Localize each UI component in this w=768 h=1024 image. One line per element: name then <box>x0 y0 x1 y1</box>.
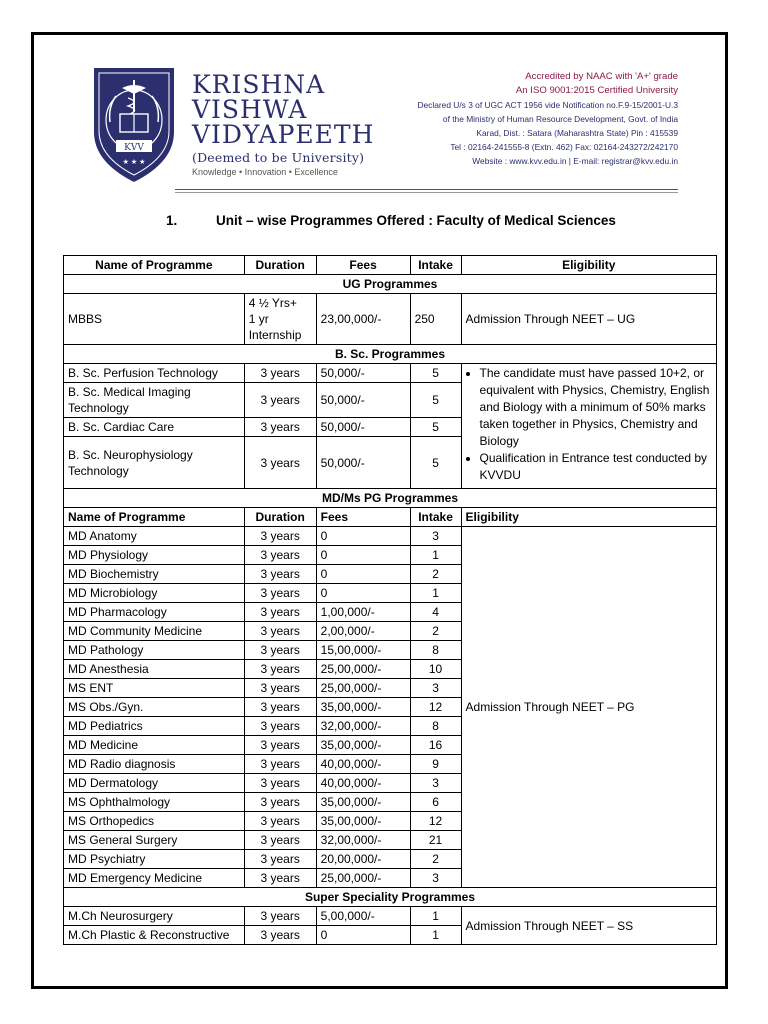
cell-duration: 3 years <box>244 755 316 774</box>
phone-line: Tel : 02164-241555-8 (Extn. 462) Fax: 02164-243272/242170 <box>450 142 678 152</box>
cell-intake: 1 <box>410 926 461 945</box>
accreditation-line: Accredited by NAAC with 'A+' grade <box>525 71 678 82</box>
cell-fees: 25,00,000/- <box>316 869 410 888</box>
cell-fees: 32,00,000/- <box>316 831 410 850</box>
cell-name: MS General Surgery <box>64 831 245 850</box>
header-rule-thin <box>175 192 678 193</box>
cell-name: MD Anesthesia <box>64 660 245 679</box>
cell-name: B. Sc. Perfusion Technology <box>64 364 245 383</box>
cell-duration: 3 years <box>244 736 316 755</box>
cell-fees: 0 <box>316 546 410 565</box>
cell-duration: 3 years <box>244 418 316 437</box>
cell-intake: 2 <box>410 565 461 584</box>
cell-name: M.Ch Neurosurgery <box>64 907 245 926</box>
cell-duration: 3 years <box>244 660 316 679</box>
cell-fees: 35,00,000/- <box>316 698 410 717</box>
cell-fees: 50,000/- <box>316 383 410 418</box>
logo-text: KVV <box>124 143 144 153</box>
cell-intake: 3 <box>410 527 461 546</box>
cell-intake: 5 <box>410 418 461 437</box>
table-row <box>64 907 717 926</box>
cell-intake: 6 <box>410 793 461 812</box>
cell-name: MD Pharmacology <box>64 603 245 622</box>
cell-duration: 3 years <box>244 774 316 793</box>
cell-duration: 3 years <box>244 717 316 736</box>
eligibility-item: • Qualification in Entrance test conducted by KVVDU <box>480 450 712 484</box>
duration-line: 4 ½ Yrs+ <box>248 296 297 310</box>
cell-name: MS Orthopedics <box>64 812 245 831</box>
cell-intake: 3 <box>410 679 461 698</box>
cell-duration: 3 years <box>244 641 316 660</box>
cell-intake: 8 <box>410 717 461 736</box>
cell-duration: 3 years <box>244 565 316 584</box>
cell-name: MD Radio diagnosis <box>64 755 245 774</box>
cell-duration: 3 years <box>244 812 316 831</box>
cell-intake: 3 <box>410 774 461 793</box>
cell-fees: 5,00,000/- <box>316 907 410 926</box>
cell-intake: 250 <box>410 294 461 345</box>
cell-duration: 3 years <box>244 698 316 717</box>
table-header-row <box>64 256 717 275</box>
cell-duration: 3 years <box>244 869 316 888</box>
cell-intake: 5 <box>410 437 461 489</box>
cell-intake: 9 <box>410 755 461 774</box>
cell-name: MS ENT <box>64 679 245 698</box>
cell-duration: 3 years <box>244 907 316 926</box>
cell-fees: 1,00,000/- <box>316 603 410 622</box>
cell-name: B. Sc. Neurophysiology Technology <box>64 437 245 489</box>
cell-fees: 0 <box>316 527 410 546</box>
tagline: Knowledge • Innovation • Excellence <box>192 167 338 177</box>
cell-fees: 15,00,000/- <box>316 641 410 660</box>
cell-eligibility: Admission Through NEET – PG <box>461 527 716 888</box>
kvv-logo-icon <box>90 62 178 184</box>
header-duration: Duration <box>244 256 316 275</box>
cell-name: MS Obs./Gyn. <box>64 698 245 717</box>
cell-fees: 32,00,000/- <box>316 717 410 736</box>
cell-name: MD Anatomy <box>64 527 245 546</box>
ministry-line: of the Ministry of Human Resource Development, Govt. of India <box>442 114 678 124</box>
cell-intake: 16 <box>410 736 461 755</box>
section-ug: UG Programmes <box>64 275 717 294</box>
cell-name: MD Microbiology <box>64 584 245 603</box>
duration-line: Internship <box>248 328 302 342</box>
cell-eligibility: Admission Through NEET – UG <box>461 294 716 345</box>
cell-fees: 20,00,000/- <box>316 850 410 869</box>
cell-duration: 3 years <box>244 831 316 850</box>
cell-duration: 3 years <box>244 584 316 603</box>
cell-duration: 3 years <box>244 546 316 565</box>
cell-intake: 12 <box>410 812 461 831</box>
cell-duration: 3 years <box>244 437 316 489</box>
header-intake: Intake <box>410 256 461 275</box>
cell-intake: 8 <box>410 641 461 660</box>
cell-duration: 3 years <box>244 679 316 698</box>
cell-intake: 5 <box>410 364 461 383</box>
cell-intake: 21 <box>410 831 461 850</box>
table-row <box>64 294 717 345</box>
cell-name: MS Ophthalmology <box>64 793 245 812</box>
brand-line-2: VISHWA <box>192 95 308 124</box>
section-bsc: B. Sc. Programmes <box>64 345 717 364</box>
cell-name: MBBS <box>64 294 245 345</box>
cell-name: MD Biochemistry <box>64 565 245 584</box>
table-row <box>64 364 717 383</box>
header-eligibility: Eligibility <box>461 256 716 275</box>
cell-fees: 35,00,000/- <box>316 736 410 755</box>
cell-duration: 3 years <box>244 364 316 383</box>
cell-fees: 0 <box>316 926 410 945</box>
title-number: 1. <box>166 213 178 228</box>
accreditation-block <box>417 70 678 168</box>
header-name: Name of Programme <box>64 256 245 275</box>
deemed-line: (Deemed to be University) <box>192 150 365 165</box>
cell-eligibility: Admission Through NEET – SS <box>461 907 716 945</box>
cell-fees: 0 <box>316 584 410 603</box>
cell-duration: 3 years <box>244 793 316 812</box>
cell-intake: 4 <box>410 603 461 622</box>
cell-name: B. Sc. Cardiac Care <box>64 418 245 437</box>
cell-duration: 3 years <box>244 622 316 641</box>
duration-line: 1 yr <box>248 312 269 326</box>
cell-fees: 40,00,000/- <box>316 755 410 774</box>
cell-intake: 3 <box>410 869 461 888</box>
subheader-name: Name of Programme <box>64 508 245 527</box>
university-name <box>192 72 374 165</box>
cell-intake: 2 <box>410 622 461 641</box>
website-line: Website : www.kvv.edu.in | E-mail: registrar@kvv.edu.in <box>472 156 678 166</box>
cell-fees: 0 <box>316 565 410 584</box>
cell-eligibility <box>461 364 716 489</box>
cell-duration: 3 years <box>244 527 316 546</box>
subheader-intake: Intake <box>410 508 461 527</box>
cell-fees: 50,000/- <box>316 437 410 489</box>
cell-fees: 50,000/- <box>316 418 410 437</box>
section-pg: MD/Ms PG Programmes <box>64 489 717 508</box>
cell-duration: 3 years <box>244 383 316 418</box>
cell-fees: 35,00,000/- <box>316 793 410 812</box>
brand-line-3: VIDYAPEETH <box>192 120 375 149</box>
cell-fees: 35,00,000/- <box>316 812 410 831</box>
subheader-fees: Fees <box>316 508 410 527</box>
cell-duration <box>244 294 316 345</box>
iso-line: An ISO 9001:2015 Certified University <box>515 85 678 96</box>
cell-intake: 1 <box>410 907 461 926</box>
address-line: Karad, Dist. : Satara (Maharashtra State) Pin : 415539 <box>476 128 678 138</box>
subheader-duration: Duration <box>244 508 316 527</box>
pg-rows <box>64 527 717 888</box>
pg-subheader-row <box>64 508 717 527</box>
cell-name: MD Medicine <box>64 736 245 755</box>
cell-fees: 25,00,000/- <box>316 660 410 679</box>
cell-name: MD Emergency Medicine <box>64 869 245 888</box>
page-title <box>166 213 616 228</box>
cell-duration: 3 years <box>244 926 316 945</box>
cell-name: M.Ch Plastic & Reconstructive <box>64 926 245 945</box>
cell-intake: 1 <box>410 584 461 603</box>
subheader-eligibility: Eligibility <box>461 508 716 527</box>
programmes-table <box>63 255 717 945</box>
cell-intake: 5 <box>410 383 461 418</box>
cell-name: B. Sc. Medical Imaging Technology <box>64 383 245 418</box>
eligibility-list <box>466 365 712 484</box>
cell-intake: 1 <box>410 546 461 565</box>
cell-name: MD Dermatology <box>64 774 245 793</box>
header-rule <box>175 189 678 190</box>
cell-name: MD Pathology <box>64 641 245 660</box>
section-ss: Super Speciality Programmes <box>64 888 717 907</box>
cell-name: MD Community Medicine <box>64 622 245 641</box>
cell-fees: 25,00,000/- <box>316 679 410 698</box>
brand-line-1: KRISHNA <box>192 70 326 99</box>
eligibility-item: • The candidate must have passed 10+2, or equivalent with Physics, Chemistry, English and Biology with a minimum of 50% marks taken together in Physics, Chemistry and Biology <box>480 365 712 450</box>
cell-fees: 40,00,000/- <box>316 774 410 793</box>
cell-duration: 3 years <box>244 850 316 869</box>
title-text: Unit – wise Programmes Offered : Faculty of Medical Sciences <box>216 213 616 228</box>
cell-name: MD Psychiatry <box>64 850 245 869</box>
table-row <box>64 527 717 546</box>
cell-fees: 23,00,000/- <box>316 294 410 345</box>
header-fees: Fees <box>316 256 410 275</box>
cell-name: MD Physiology <box>64 546 245 565</box>
cell-intake: 2 <box>410 850 461 869</box>
cell-fees: 50,000/- <box>316 364 410 383</box>
cell-intake: 12 <box>410 698 461 717</box>
cell-name: MD Pediatrics <box>64 717 245 736</box>
cell-fees: 2,00,000/- <box>316 622 410 641</box>
svg-text:★ ★ ★: ★ ★ ★ <box>122 159 146 166</box>
ugc-line: Declared U/s 3 of UGC ACT 1956 vide Notification no.F.9-15/2001-U.3 <box>417 100 678 110</box>
cell-intake: 10 <box>410 660 461 679</box>
cell-duration: 3 years <box>244 603 316 622</box>
